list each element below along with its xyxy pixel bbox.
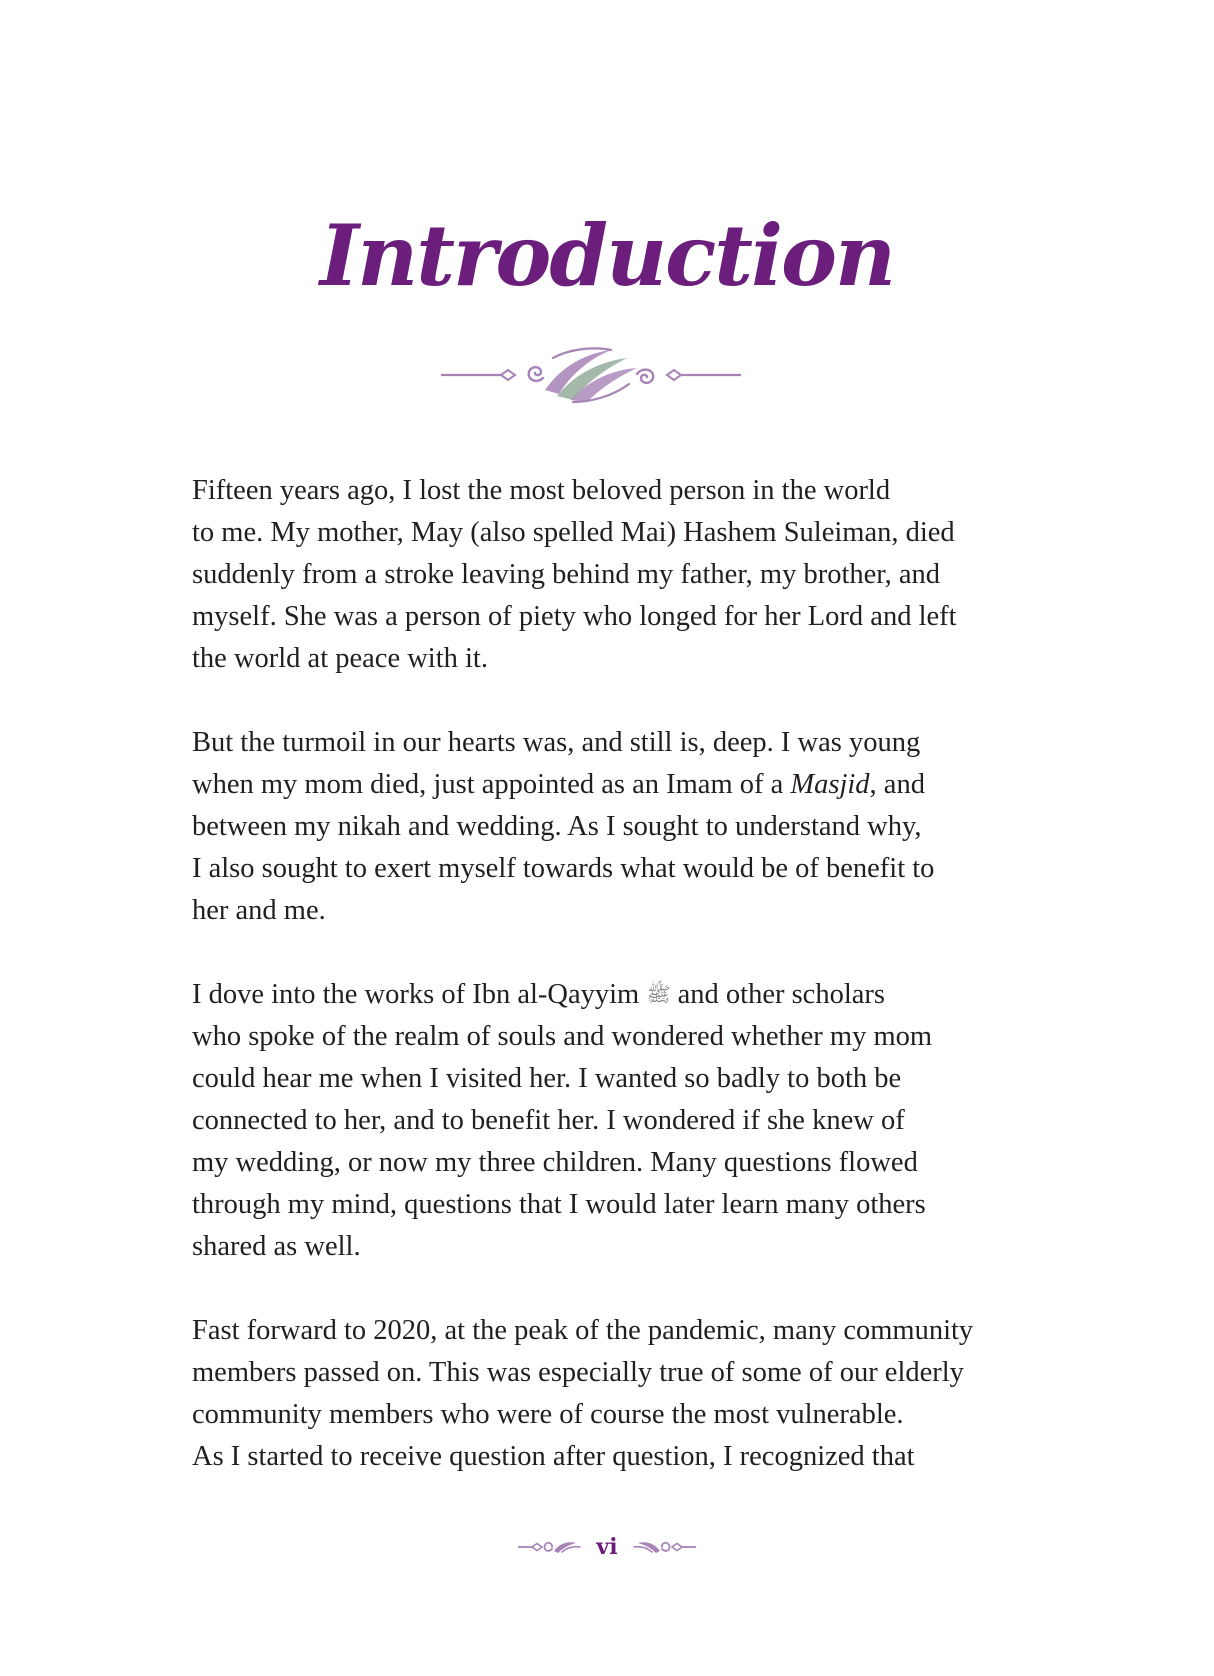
scroll-flourish-icon	[518, 1537, 582, 1557]
italic-term: Masjid	[790, 769, 870, 800]
text-line: between my nikah and wedding. As I sought to understand why,	[192, 811, 922, 842]
paragraph-3	[192, 974, 1012, 1268]
paragraph-2	[192, 722, 1012, 932]
flourish-divider-icon	[441, 340, 741, 410]
body-text	[192, 470, 1012, 1520]
text-line: to me. My mother, May (also spelled Mai) Hashem Suleiman, died	[192, 517, 955, 548]
page-footer	[0, 1532, 1214, 1562]
text-line	[192, 974, 1012, 1016]
text-segment: and other scholars	[670, 979, 885, 1010]
text-line: shared as well.	[192, 1231, 361, 1262]
text-line: Fifteen years ago, I lost the most beloved person in the world	[192, 475, 891, 506]
scroll-flourish-icon	[632, 1537, 696, 1557]
text-line: But the turmoil in our hearts was, and still is, deep. I was young	[192, 727, 921, 758]
text-line: the world at peace with it.	[192, 643, 488, 674]
page-number: vi	[596, 1534, 618, 1560]
text-line: myself. She was a person of piety who longed for her Lord and left	[192, 601, 957, 632]
text-line: my wedding, or now my three children. Many questions flowed	[192, 1147, 918, 1178]
text-line: her and me.	[192, 895, 326, 926]
text-line: connected to her, and to benefit her. I wondered if she knew of	[192, 1105, 905, 1136]
text-line: through my mind, questions that I would later learn many others	[192, 1189, 926, 1220]
text-line: could hear me when I visited her. I wanted so badly to both be	[192, 1063, 902, 1094]
text-line: As I started to receive question after question, I recognized that	[192, 1441, 915, 1472]
text-segment: , and	[869, 769, 925, 800]
text-line: community members who were of course the most vulnerable.	[192, 1399, 904, 1430]
text-segment: when my mom died, just appointed as an Imam of a	[192, 769, 791, 800]
paragraph-4	[192, 1310, 1012, 1478]
text-line: Fast forward to 2020, at the peak of the pandemic, many community	[192, 1315, 974, 1346]
paragraph-1	[192, 470, 1012, 680]
text-line: members passed on. This was especially true of some of our elderly	[192, 1357, 964, 1388]
text-line: who spoke of the realm of souls and wondered whether my mom	[192, 1021, 933, 1052]
text-line: suddenly from a stroke leaving behind my father, my brother, and	[192, 559, 941, 590]
chapter-title: Introduction	[319, 206, 895, 305]
text-segment: I dove into the works of Ibn al-Qayyim	[192, 979, 647, 1010]
text-line: I also sought to exert myself towards what would be of benefit to	[192, 853, 935, 884]
text-line	[192, 764, 1012, 806]
arabic-honorific-icon: ﷺ	[646, 984, 671, 1006]
